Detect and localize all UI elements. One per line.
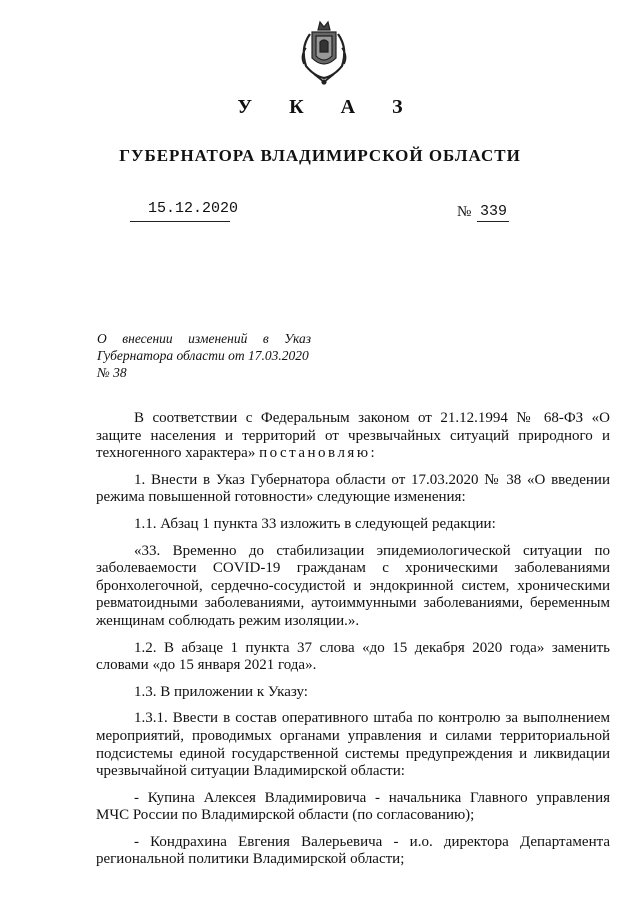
decree-date: 15.12.2020 bbox=[148, 200, 239, 217]
number-label: № bbox=[457, 204, 472, 220]
date-underline bbox=[130, 221, 230, 222]
list-item-kupin: - Купина Алексея Владимировича - начальника Главного управления МЧС России по Владимирской области (по согласованию); bbox=[96, 789, 610, 824]
decree-word: постановляю: bbox=[259, 445, 378, 462]
decree-body bbox=[96, 410, 610, 869]
decree-subtitle: ГУБЕРНАТОРА ВЛАДИМИРСКОЙ ОБЛАСТИ bbox=[119, 146, 521, 165]
paragraph-1-3: 1.3. В приложении к Указу: bbox=[134, 683, 308, 700]
intro-text: В соответствии с Федеральным законом от 21.12.1994 № 68-ФЗ «О защите населения и территорий от чрезвычайных ситуаций природного и техногенного характера» bbox=[96, 410, 610, 462]
subject-line-2: Губернатора области от 17.03.2020 bbox=[97, 348, 309, 363]
subject-line-3: № 38 bbox=[97, 365, 127, 380]
paragraph-1: 1. Внести в Указ Губернатора области от 17.03.2020 № 38 «О введении режима повышенной готовности» следующие изменения: bbox=[96, 471, 610, 506]
paragraph-1-2: 1.2. В абзаце 1 пункта 37 слова «до 15 декабря 2020 года» заменить словами «до 15 января 2021 года». bbox=[96, 639, 610, 674]
decree-number: 339 bbox=[480, 203, 508, 220]
list-item-kondrakhin: - Кондрахина Евгения Валерьевича - и.о. директора Департамента региональной политики Владимирской области; bbox=[96, 833, 610, 868]
decree-subject bbox=[97, 330, 311, 381]
coat-of-arms-icon bbox=[296, 18, 352, 86]
decree-title: У К А З bbox=[237, 96, 419, 118]
subject-line-1: О внесении изменений в Указ bbox=[97, 331, 311, 346]
paragraph-1-3-1: 1.3.1. Ввести в состав оперативного штаба по контролю за выполнением мероприятий, проводимых органами управления и силами территориальной подсистемы единой государственной системы предупреждения и ликвидации чрезвычайной ситуации Владимирской области: bbox=[96, 710, 610, 780]
intro-paragraph bbox=[96, 410, 610, 463]
number-underline bbox=[477, 221, 509, 222]
paragraph-1-1: 1.1. Абзац 1 пункта 33 изложить в следующей редакции: bbox=[134, 515, 496, 532]
paragraph-33: «33. Временно до стабилизации эпидемиологической ситуации по заболеваемости COVID-19 гражданам с хроническими заболеваниями бронхолегочной, сердечно-сосудистой и эндокринной систем, хроническими ревматоидными заболеваниями, аутоиммунными заболеваниями, беременным женщинам соблюдать режим изоляции.». bbox=[96, 542, 610, 629]
